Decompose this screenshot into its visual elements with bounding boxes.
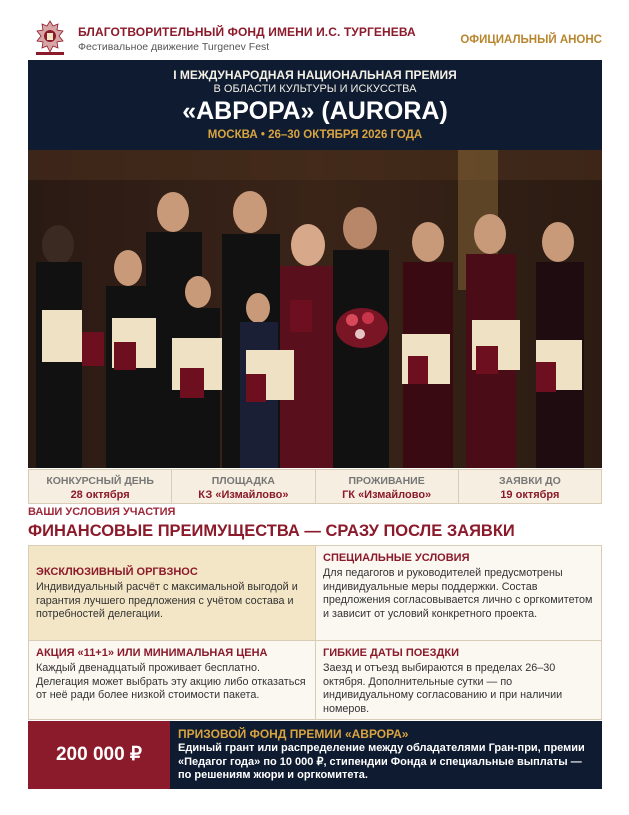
benefit-special-conditions — [316, 546, 601, 641]
stat-value: КЗ «Измайлово» — [198, 489, 289, 501]
benefit-title: АКЦИЯ «11+1» ИЛИ МИНИМАЛЬНАЯ ЦЕНА — [36, 647, 268, 659]
stat-label: ЗАЯВКИ ДО — [498, 475, 561, 487]
header — [0, 0, 629, 60]
title-banner — [28, 60, 602, 150]
stat-deadline — [459, 470, 601, 503]
stat-label: ПЛОЩАДКА — [211, 475, 275, 487]
crest-emblem-icon — [30, 18, 70, 58]
section-title: ФИНАНСОВЫЕ ПРЕИМУЩЕСТВА — СРАЗУ ПОСЛЕ ЗАЯВКИ — [28, 522, 515, 540]
stat-contest-day — [29, 470, 172, 503]
banner-line1: I МЕЖДУНАРОДНАЯ НАЦИОНАЛЬНАЯ ПРЕМИЯ — [173, 68, 457, 82]
banner-line2: В ОБЛАСТИ КУЛЬТУРЫ И ИСКУССТВА — [213, 83, 417, 95]
prize-fund-block — [28, 721, 602, 789]
banner-place-date: МОСКВА • 26–30 ОКТЯБРЯ 2026 ГОДА — [207, 129, 423, 141]
group-photo — [28, 150, 602, 468]
stat-value: ГК «Измайлово» — [342, 489, 432, 501]
benefits-grid — [28, 545, 602, 720]
benefit-text: Индивидуальный расчёт с максимальной выгодой и гарантия лучшего предложения с учётом состава и потребностей делегации. — [36, 581, 298, 620]
benefit-flexible-dates — [316, 641, 601, 719]
benefit-title: ЭКСКЛЮЗИВНЫЙ ОРГВЗНОС — [36, 566, 198, 578]
benefit-promo — [29, 641, 316, 719]
benefit-text: Каждый двенадцатый проживает бесплатно. Делегация может выбрать эту акцию либо отказаться от неё ради более низкой стоимости пакета. — [36, 662, 306, 701]
banner-title: «АВРОРА» (AURORA) — [182, 97, 448, 125]
benefit-title: СПЕЦИАЛЬНЫЕ УСЛОВИЯ — [323, 552, 470, 564]
stat-label: КОНКУРСНЫЙ ДЕНЬ — [46, 475, 154, 487]
benefit-text: Для педагогов и руководителей предусмотрены индивидуальные меры поддержки. Состав предложения согласовывается лично с оргкомитетом и зависит от условий конкретного проекта. — [323, 567, 593, 620]
org-subtitle: Фестивальное движение Turgenev Fest — [78, 41, 270, 53]
benefit-text: Заезд и отъезд выбираются в пределах 26–30 октября. Дополнительные сутки — по индивидуальному согласованию и при наличии номеров. — [323, 662, 563, 715]
prize-title: ПРИЗОВОЙ ФОНД ПРЕМИИ «АВРОРА» — [178, 727, 409, 741]
stat-label: ПРОЖИВАНИЕ — [348, 475, 425, 487]
official-announcement-label: ОФИЦИАЛЬНЫЙ АНОНС — [460, 34, 602, 46]
stat-value: 19 октября — [500, 489, 560, 501]
stat-value: 28 октября — [70, 489, 130, 501]
stat-venue — [172, 470, 315, 503]
stat-accommodation — [316, 470, 459, 503]
group-photo-image — [28, 150, 602, 468]
key-facts-bar — [28, 469, 602, 504]
prize-text: Единый грант или распределение между обладателями Гран-при, премии «Педагог года» по 10 000 ₽, стипендии Фонда и специальные выплаты — по решениям жюри и оргкомитета. — [178, 742, 585, 781]
org-name: БЛАГОТВОРИТЕЛЬНЫЙ ФОНД ИМЕНИ И.С. ТУРГЕНЕВА — [78, 25, 416, 39]
benefit-title: ГИБКИЕ ДАТЫ ПОЕЗДКИ — [323, 647, 459, 659]
conditions-label: ВАШИ УСЛОВИЯ УЧАСТИЯ — [28, 506, 176, 518]
prize-amount: 200 000 ₽ — [28, 721, 170, 789]
benefit-exclusive-fee — [29, 546, 316, 641]
